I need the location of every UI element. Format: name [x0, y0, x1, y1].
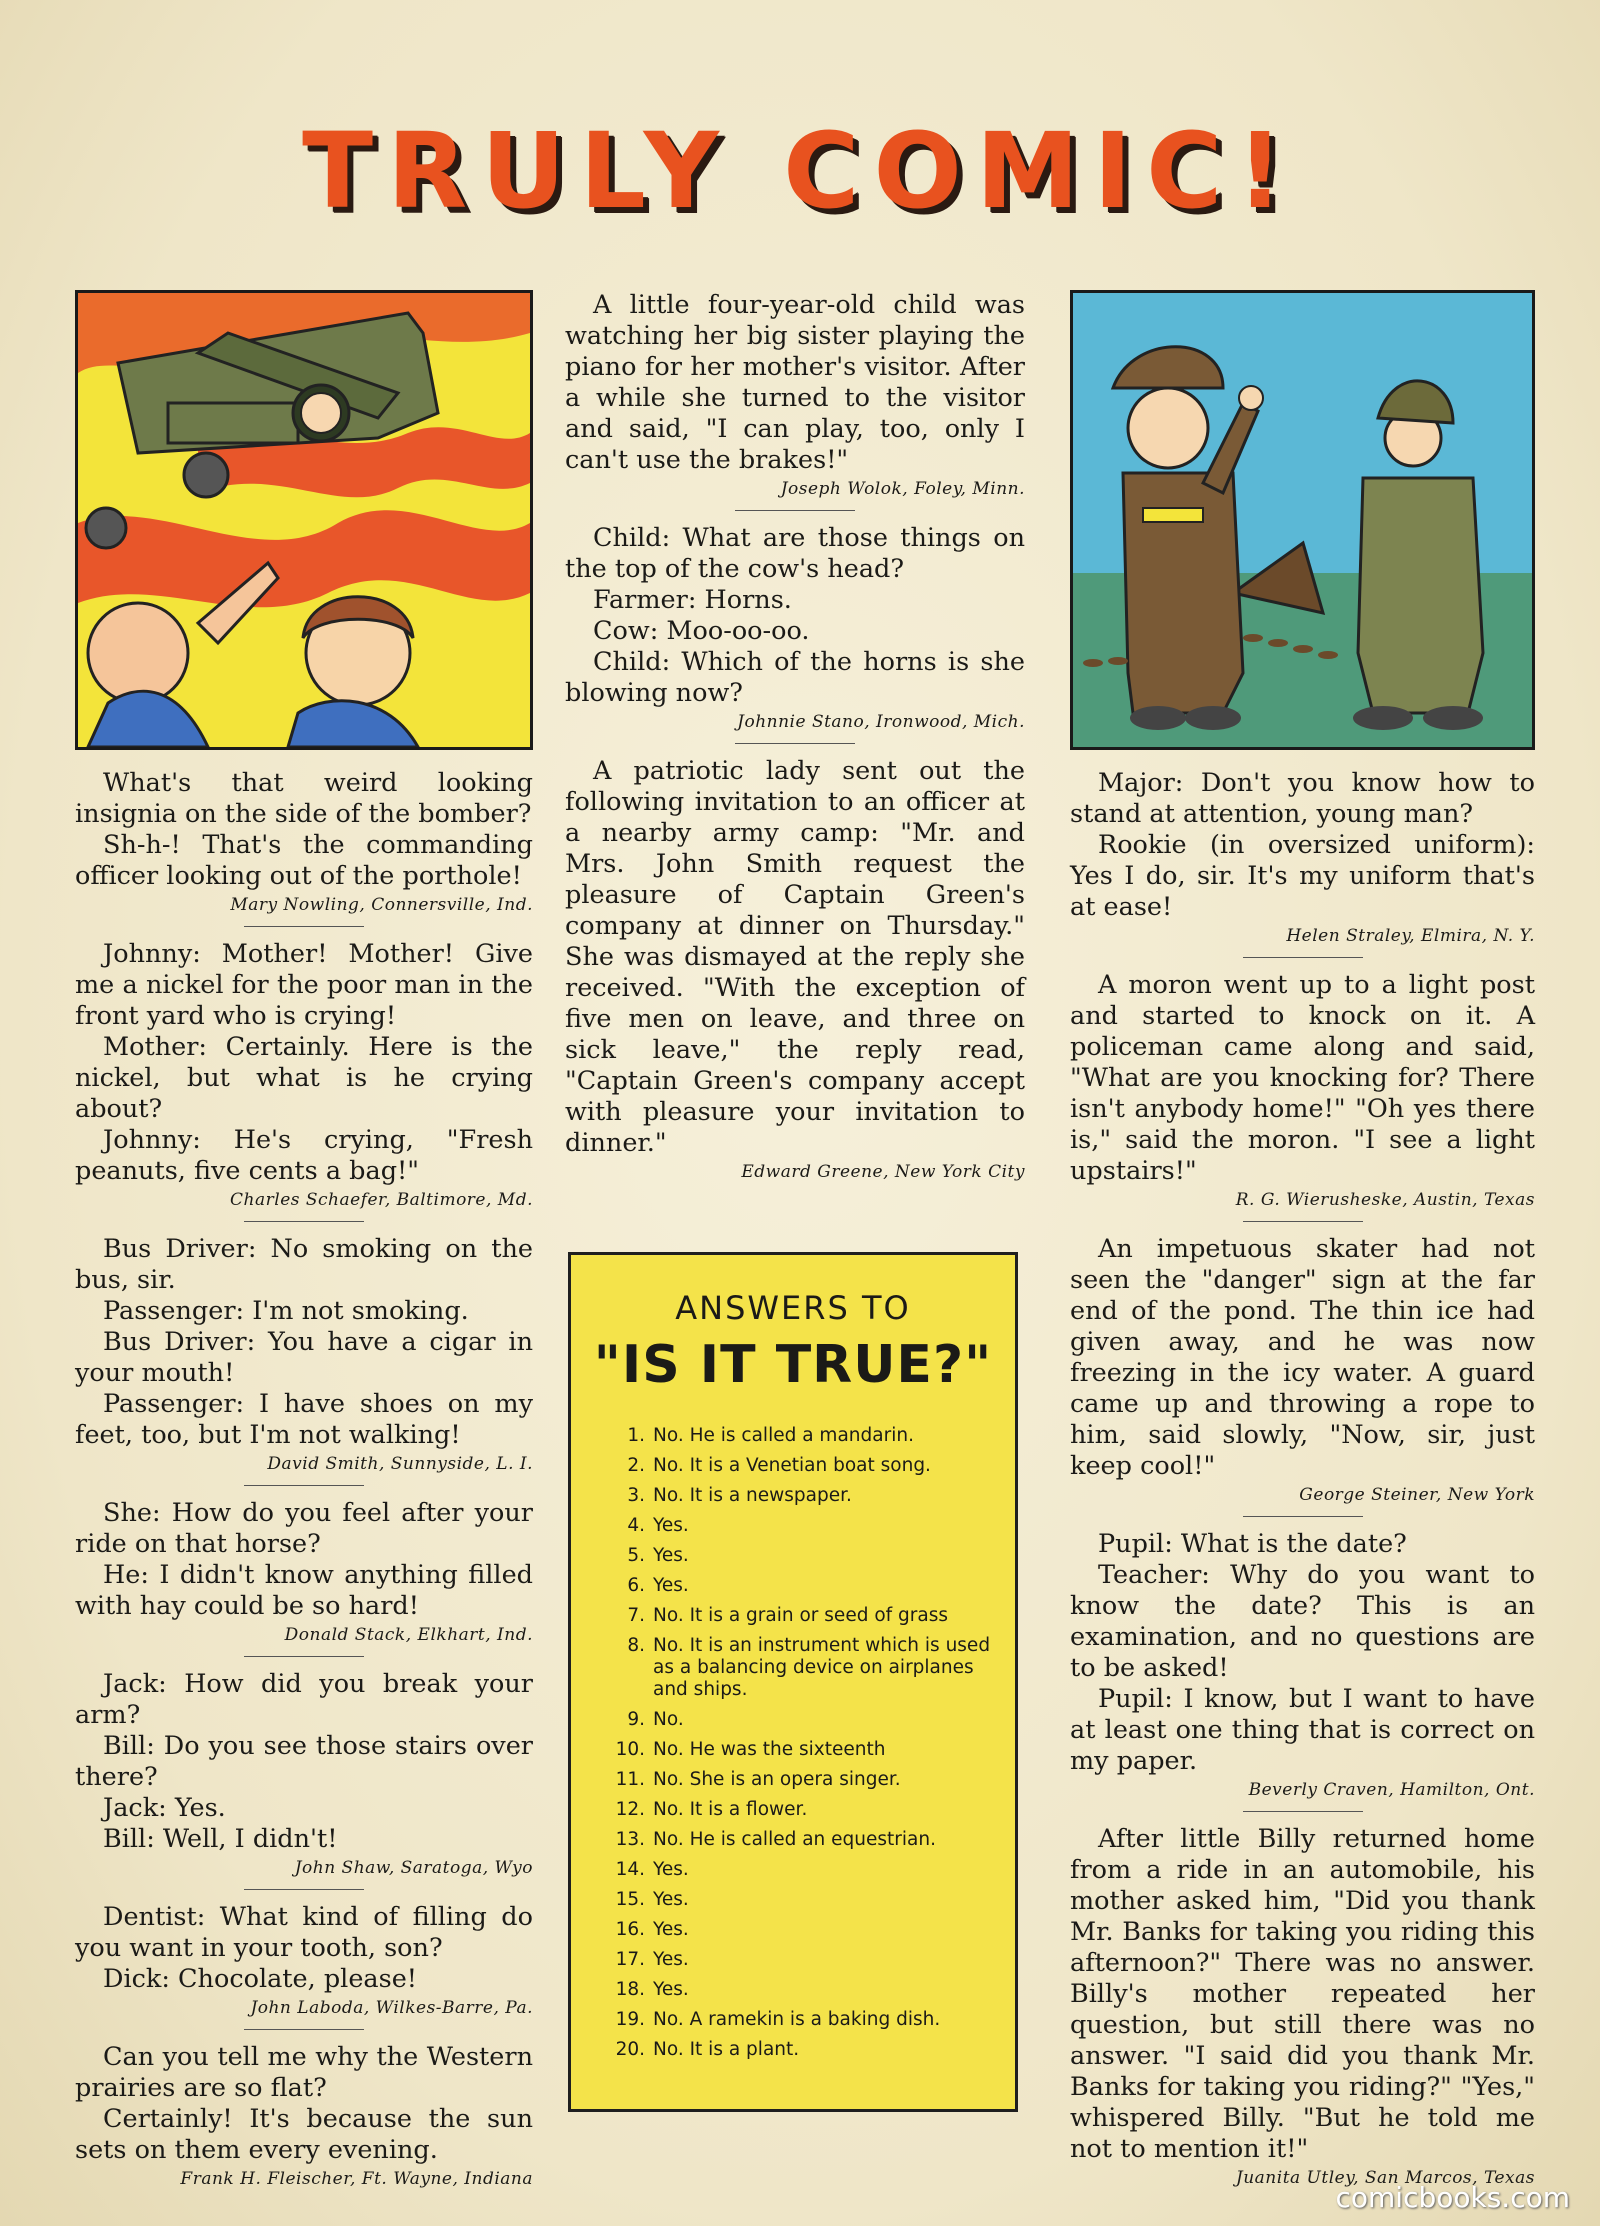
joke-text: A little four-year-old child was watching her big sister playing the piano for her mother's visitor. After a while she turned to the visitor and said, "I can play, too, only I can't use the brakes!" [565, 290, 1025, 475]
answer-item [615, 1975, 991, 2005]
answer-item [615, 1915, 991, 1945]
divider [244, 926, 364, 927]
joke-list [1070, 768, 1535, 2189]
answer-number: 15. [615, 1889, 645, 1910]
joke-text: Jack: Yes. [103, 1793, 226, 1823]
answer-number: 2. [627, 1455, 645, 1476]
joke-text: Bus Driver: No smoking on the bus, sir. [75, 1234, 533, 1295]
answer-text: Yes. [653, 1949, 689, 1970]
answer-item [615, 1735, 991, 1765]
joke-item [1070, 768, 1535, 947]
answer-text: No. It is a newspaper. [653, 1485, 852, 1506]
answer-text: Yes. [653, 1515, 689, 1536]
joke-text: Bill: Well, I didn't! [103, 1824, 338, 1854]
answer-item [615, 1481, 991, 1511]
joke-text: A moron went up to a light post and started to knock on it. A policeman came along and said, "What are you knocking for? There isn't anybody home!" "Oh yes there is," said the moron. "I see a light upstairs!" [1070, 970, 1535, 1186]
divider [735, 743, 855, 744]
answer-text: Yes. [653, 1545, 689, 1566]
joke-credit: Juanita Utley, San Marcos, Texas [1235, 2168, 1535, 2188]
joke-credit: John Laboda, Wilkes-Barre, Pa. [250, 1998, 533, 2018]
joke-text: Bill: Do you see those stairs over there? [75, 1731, 533, 1792]
answer-number: 6. [627, 1575, 645, 1596]
joke-text: After little Billy returned home from a ride in an automobile, his mother asked him, "Did you thank Mr. Banks for taking you riding this afternoon?" There was no answer. Billy's mother repeated her question, but still there was no answer. "I said did you thank Mr. Banks for taking you riding?" "Yes," whispered Billy. "But he told me not to mention it!" [1070, 1824, 1535, 2164]
answer-number: 13. [615, 1829, 645, 1850]
answer-item [615, 2005, 991, 2035]
joke-text: What's that weird looking insignia on the side of the bomber? [75, 768, 533, 829]
joke-item [1070, 970, 1535, 1211]
answer-item [615, 1795, 991, 1825]
joke-text: He: I didn't know anything filled with hay could be so hard! [75, 1560, 533, 1621]
divider [244, 1656, 364, 1657]
answer-text: No. [653, 1709, 684, 1730]
joke-text: Child: Which of the horns is she blowing now? [565, 647, 1025, 708]
answer-item [615, 1705, 991, 1735]
column-left [75, 290, 533, 2190]
answer-item [615, 1855, 991, 1885]
answer-text: Yes. [653, 1859, 689, 1880]
answer-item [615, 1631, 991, 1705]
joke-credit: Joseph Wolok, Foley, Minn. [780, 479, 1025, 499]
joke-credit: John Shaw, Saratoga, Wyo [294, 1858, 533, 1878]
joke-text: Bus Driver: You have a cigar in your mouth! [75, 1327, 533, 1388]
joke-credit: Johnnie Stano, Ironwood, Mich. [737, 712, 1025, 732]
answer-text: No. He is called a mandarin. [653, 1425, 914, 1446]
divider [1243, 1221, 1363, 1222]
joke-item [75, 768, 533, 916]
answer-number: 10. [615, 1739, 645, 1760]
answer-item [615, 2035, 991, 2065]
divider [1243, 1811, 1363, 1812]
joke-credit: Charles Schaefer, Baltimore, Md. [230, 1190, 533, 1210]
joke-item [1070, 1824, 1535, 2189]
answer-item [615, 1885, 991, 1915]
answer-text: No. A ramekin is a baking dish. [653, 2009, 941, 2030]
joke-item [1070, 1234, 1535, 1506]
joke-text: A patriotic lady sent out the following invitation to an officer at a nearby army camp: "Mr. and Mrs. John Smith request the pleasure of Captain Green's company at dinner on Thursday." She was dismayed at the reply she received. "With the exception of five men on leave, and three on sick leave," the reply read, "Captain Green's company accept with pleasure your invitation to dinner." [565, 756, 1025, 1158]
joke-item [75, 1498, 533, 1646]
joke-text: Passenger: I have shoes on my feet, too, but I'm not walking! [75, 1389, 533, 1450]
answer-number: 19. [615, 2009, 645, 2030]
joke-text: Dentist: What kind of filling do you want in your tooth, son? [75, 1902, 533, 1963]
divider [244, 1485, 364, 1486]
joke-credit: Frank H. Fleischer, Ft. Wayne, Indiana [180, 2169, 533, 2189]
answer-item [615, 1511, 991, 1541]
joke-item [75, 1669, 533, 1879]
divider [244, 2029, 364, 2030]
answer-number: 14. [615, 1859, 645, 1880]
answer-number: 5. [627, 1545, 645, 1566]
answer-number: 11. [615, 1769, 645, 1790]
joke-text: An impetuous skater had not seen the "danger" sign at the far end of the pond. The thin ice had given away, and he was now freezing in the icy water. A guard came up and throwing a rope to him, said slowly, "Now, sir, just keep cool!" [1070, 1234, 1535, 1481]
joke-credit: R. G. Wierusheske, Austin, Texas [1235, 1190, 1535, 1210]
joke-credit: Helen Straley, Elmira, N. Y. [1286, 926, 1535, 946]
joke-list [565, 290, 1025, 1183]
joke-text: Jack: How did you break your arm? [75, 1669, 533, 1730]
answer-item [615, 1825, 991, 1855]
joke-text: Passenger: I'm not smoking. [103, 1296, 469, 1326]
joke-text: Major: Don't you know how to stand at attention, young man? [1070, 768, 1535, 829]
site-watermark: comicbooks.com [1335, 2181, 1570, 2214]
joke-text: Johnny: Mother! Mother! Give me a nickel for the poor man in the front yard who is crying! [75, 939, 533, 1031]
joke-credit: Edward Greene, New York City [741, 1162, 1025, 1182]
soldiers-scene-image [1073, 293, 1532, 747]
answer-number: 7. [627, 1605, 645, 1626]
column-middle [565, 290, 1025, 1183]
answer-number: 16. [615, 1919, 645, 1940]
joke-text: Rookie (in oversized uniform): Yes I do, sir. It's my uniform that's at ease! [1070, 830, 1535, 922]
joke-credit: Beverly Craven, Hamilton, Ont. [1248, 1780, 1535, 1800]
joke-item [75, 1234, 533, 1475]
joke-item [75, 1902, 533, 2019]
joke-credit: Donald Stack, Elkhart, Ind. [284, 1625, 533, 1645]
joke-item [565, 756, 1025, 1183]
joke-text: Johnny: He's crying, "Fresh peanuts, five cents a bag!" [75, 1125, 533, 1186]
answer-number: 8. [627, 1635, 645, 1656]
joke-text: Certainly! It's because the sun sets on them every evening. [75, 2104, 533, 2165]
answer-text: No. He is called an equestrian. [653, 1829, 936, 1850]
answers-heading: ANSWERS TO [675, 1289, 911, 1327]
soldiers-illustration [1070, 290, 1535, 750]
answer-text: No. It is an instrument which is used as a balancing device on airplanes and ships. [653, 1635, 991, 1700]
answer-item [615, 1571, 991, 1601]
answer-item [615, 1541, 991, 1571]
answer-item [615, 1421, 991, 1451]
joke-item [565, 290, 1025, 500]
answer-text: No. He was the sixteenth [653, 1739, 886, 1760]
answer-number: 1. [627, 1425, 645, 1446]
answer-item [615, 1765, 991, 1795]
answer-text: No. It is a flower. [653, 1799, 808, 1820]
answer-text: Yes. [653, 1889, 689, 1910]
answer-number: 9. [627, 1709, 645, 1730]
joke-item [565, 523, 1025, 733]
divider [1243, 1516, 1363, 1517]
bomber-scene-image [78, 293, 530, 747]
joke-text: Mother: Certainly. Here is the nickel, but what is he crying about? [75, 1032, 533, 1124]
joke-text: Teacher: Why do you want to know the date? This is an examination, and no questions are to be asked! [1070, 1560, 1535, 1683]
joke-credit: Mary Nowling, Connersville, Ind. [230, 895, 533, 915]
answer-text: Yes. [653, 1979, 689, 2000]
answers-title: "IS IT TRUE?" [593, 1335, 993, 1395]
answer-number: 3. [627, 1485, 645, 1506]
joke-text: She: How do you feel after your ride on that horse? [75, 1498, 533, 1559]
joke-text: Can you tell me why the Western prairies are so flat? [75, 2042, 533, 2103]
bomber-illustration [75, 290, 533, 750]
answer-number: 4. [627, 1515, 645, 1536]
answer-text: No. She is an opera singer. [653, 1769, 901, 1790]
joke-credit: David Smith, Sunnyside, L. I. [267, 1454, 533, 1474]
answer-text: No. It is a Venetian boat song. [653, 1455, 931, 1476]
answer-number: 17. [615, 1949, 645, 1970]
page-title: TRULY COMIC! [302, 110, 1298, 232]
divider [244, 1889, 364, 1890]
answer-item [615, 1945, 991, 1975]
answers-box [568, 1252, 1018, 2112]
joke-list [75, 768, 533, 2190]
divider [735, 510, 855, 511]
answer-number: 20. [615, 2039, 645, 2060]
answer-text: No. It is a plant. [653, 2039, 800, 2060]
answer-item [615, 1451, 991, 1481]
joke-text: Cow: Moo-oo-oo. [593, 616, 810, 646]
answer-number: 12. [615, 1799, 645, 1820]
joke-credit: George Steiner, New York [1299, 1485, 1535, 1505]
answer-text: Yes. [653, 1919, 689, 1940]
column-right [1070, 290, 1535, 2189]
divider [244, 1221, 364, 1222]
divider [1243, 957, 1363, 958]
joke-item [75, 2042, 533, 2190]
joke-text: Pupil: What is the date? [1098, 1529, 1407, 1559]
answer-item [615, 1601, 991, 1631]
answer-text: No. It is a grain or seed of grass [653, 1605, 948, 1626]
joke-text: Child: What are those things on the top of the cow's head? [565, 523, 1025, 584]
joke-text: Pupil: I know, but I want to have at least one thing that is correct on my paper. [1070, 1684, 1535, 1776]
answer-number: 18. [615, 1979, 645, 2000]
joke-text: Farmer: Horns. [593, 585, 792, 615]
answer-text: Yes. [653, 1575, 689, 1596]
joke-text: Dick: Chocolate, please! [103, 1964, 418, 1994]
joke-item [1070, 1529, 1535, 1801]
joke-item [75, 939, 533, 1211]
answers-list [615, 1421, 991, 2065]
joke-text: Sh-h-! That's the commanding officer looking out of the porthole! [75, 830, 533, 891]
